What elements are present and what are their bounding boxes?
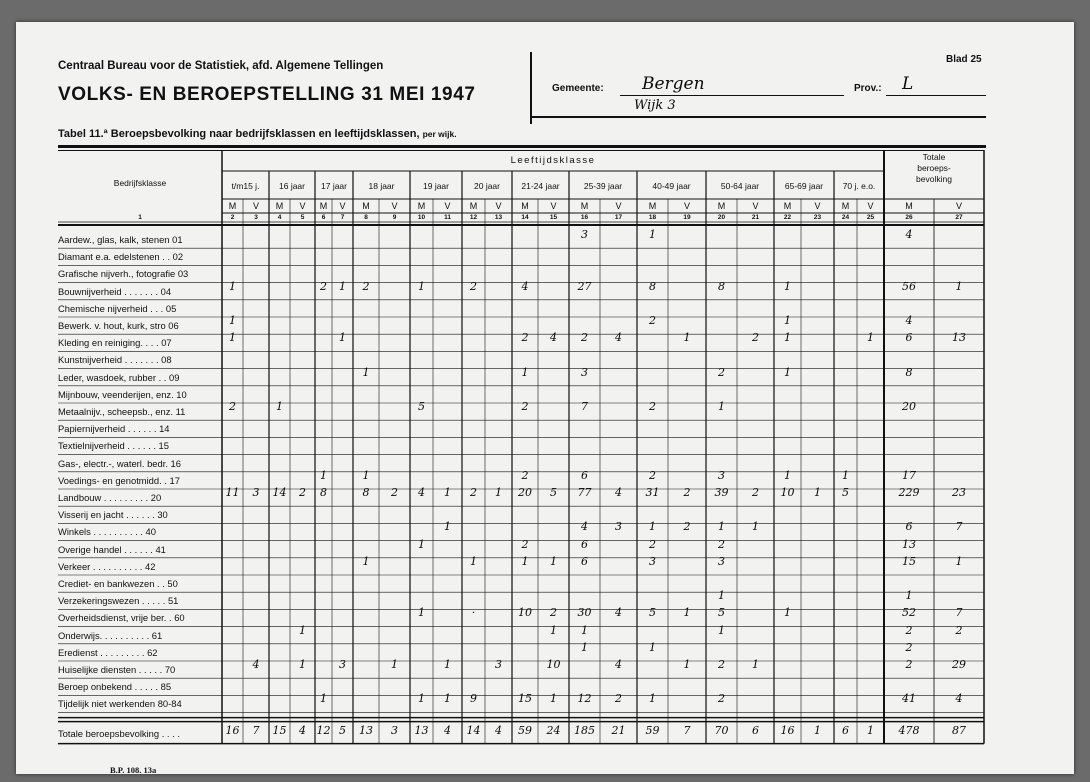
age-group-11: 65-69 jaar — [784, 181, 824, 191]
table-cell: 5 — [418, 400, 425, 413]
table-cell: 2 — [718, 692, 725, 706]
table-cell: 1 — [550, 623, 557, 637]
total-cell: 15 — [272, 723, 287, 737]
row-label: Bouwnijverheid . . . . . . . 04 — [58, 285, 172, 297]
table-cell: 17 — [902, 468, 916, 482]
table-cell: 3 — [615, 520, 622, 534]
table-cell: 1 — [320, 692, 327, 706]
table-cell: 30 — [577, 606, 592, 620]
table-cell: 2 — [752, 331, 759, 345]
table-cell: 2 — [649, 400, 656, 413]
total-cell: 70 — [714, 723, 729, 737]
row-label: Leder, wasdoek, rubber . . 09 — [58, 371, 180, 383]
table-cell: 2 — [320, 279, 327, 293]
age-group-header: Leeftijdsklasse — [510, 155, 596, 166]
table-cell: 1 — [581, 640, 588, 654]
table-caption: Tabel 11.ª Beroepsbevolking naar bedrijfsklassen en leeftijdsklassen, per wijk. — [58, 128, 457, 140]
row-label: Crediet- en bankwezen . . 50 — [58, 578, 178, 589]
table-cell: 1 — [229, 279, 236, 293]
table-cell: 13 — [952, 331, 966, 345]
table-cell: 5 — [550, 486, 557, 499]
table-cell: 7 — [955, 520, 963, 534]
table-cell: 1 — [299, 658, 306, 671]
age-group-5: 19 jaar — [423, 181, 449, 191]
table-cell: 4 — [955, 692, 963, 706]
column-number: 23 — [813, 214, 822, 221]
sheet-number: Blad 25 — [946, 54, 982, 65]
table-cell: 2 — [649, 468, 656, 482]
total-cell: 12 — [316, 723, 331, 737]
row-label: Textielnijverheid . . . . . . 15 — [58, 440, 169, 452]
column-number: 17 — [614, 214, 623, 221]
table-cell: 1 — [718, 400, 725, 413]
table-cell: 2 — [905, 640, 913, 654]
row-label: Visserij en jacht . . . . . . 30 — [58, 509, 168, 521]
column-number: 16 — [580, 214, 589, 221]
column-number: 10 — [417, 214, 426, 221]
table-cell: 4 — [615, 606, 622, 620]
table-cell: 1 — [784, 468, 791, 482]
table-cell: 2 — [229, 400, 236, 413]
total-cell: 16 — [225, 723, 240, 737]
table-cell: 1 — [718, 589, 725, 603]
table-cell: 2 — [362, 279, 370, 293]
total-cell: 24 — [546, 723, 561, 737]
table-cell: 11 — [225, 486, 240, 499]
column-number: 26 — [905, 214, 913, 221]
table-cell: 3 — [649, 554, 656, 568]
table-cell: 1 — [581, 623, 588, 637]
table-cell: 1 — [362, 554, 370, 568]
table-cell: 1 — [362, 365, 370, 379]
age-group-6: 20 jaar — [474, 181, 500, 191]
row-label: Tijdelijk niet werkenden 80-84 — [58, 698, 182, 710]
table-cell: 2 — [521, 400, 529, 413]
total-cell: 6 — [842, 723, 849, 737]
table-cell: 2 — [299, 486, 306, 499]
total-cell: 21 — [611, 723, 626, 737]
table-cell: 4 — [581, 520, 588, 534]
column-number: 24 — [841, 214, 850, 221]
table-cell: 2 — [649, 537, 656, 551]
table-cell: 1 — [784, 279, 791, 293]
table-cell: 1 — [649, 520, 656, 534]
table-cell: 7 — [955, 606, 963, 620]
table-cell: 2 — [521, 537, 529, 551]
age-group-8: 25-39 jaar — [583, 181, 623, 191]
table-cell: 3 — [581, 365, 588, 379]
table-cell: 1 — [683, 658, 691, 671]
row-label: Verkeer . . . . . . . . . . 42 — [58, 560, 156, 572]
table-cell: 10 — [780, 486, 795, 499]
total-row-label: Totale beroepsbevolking . . . . — [58, 727, 180, 739]
column-number: 11 — [444, 214, 451, 221]
total-cell: 1 — [867, 723, 874, 737]
column-number: 25 — [866, 214, 875, 221]
form-title: VOLKS- EN BEROEPSTELLING 31 MEI 1947 — [58, 84, 476, 105]
table-cell: 6 — [581, 554, 588, 568]
column-number: 15 — [549, 214, 558, 221]
row-label: Grafische nijverh., fotografie 03 — [58, 268, 189, 280]
row-label: Metaalnijv., scheepsb., enz. 11 — [58, 406, 186, 417]
row-label: Chemische nijverheid . . . 05 — [58, 302, 177, 314]
table-cell: 1 — [495, 486, 502, 499]
table-cell: 1 — [418, 692, 425, 706]
age-group-4: 18 jaar — [368, 181, 395, 191]
table-cell: 2 — [683, 520, 691, 534]
column-number: 3 — [254, 214, 258, 221]
sex-label: V — [339, 201, 346, 211]
sex-label: M — [521, 201, 529, 211]
wijk-value: Wijk 3 — [634, 98, 676, 113]
province-value: L — [902, 74, 914, 94]
caption-rule — [58, 145, 986, 148]
row-label: Gas-, electr.-, waterl. bedr. 16 — [58, 457, 181, 469]
table-cell: 3 — [252, 486, 260, 499]
total-cell: 14 — [466, 723, 481, 737]
column-number: 4 — [277, 214, 282, 221]
total-cell: 185 — [574, 723, 595, 737]
sex-label: V — [550, 201, 557, 211]
table-cell: 6 — [581, 468, 588, 482]
table-cell: 3 — [718, 554, 725, 568]
column-number: 20 — [717, 214, 726, 221]
total-header: Totale beroeps- bevolking — [916, 152, 952, 184]
table-cell: 8 — [649, 279, 656, 293]
table-cell: 4 — [615, 486, 622, 499]
age-group-1: t/m15 j. — [231, 181, 260, 191]
age-group-9: 40-49 jaar — [652, 181, 691, 191]
table-cell: 1 — [229, 314, 236, 327]
row-label: Voedings- en genotmidd. . 17 — [58, 474, 180, 486]
table-cell: 2 — [718, 365, 725, 379]
total-cell: 16 — [780, 723, 795, 737]
table-cell: 3 — [339, 658, 346, 671]
age-group-10: 50-64 jaar — [720, 181, 760, 191]
table-cell: 2 — [905, 623, 913, 637]
sex-label: M — [648, 201, 657, 211]
table-cell: 56 — [902, 279, 916, 293]
total-cell: 4 — [299, 723, 306, 737]
table-cell: 1 — [444, 658, 451, 671]
column-number: 6 — [321, 214, 326, 221]
table-cell: 2 — [470, 486, 477, 499]
table-cell: 1 — [649, 640, 656, 654]
table-cell: 6 — [581, 537, 588, 551]
table-cell: 1 — [391, 658, 398, 671]
table-cell: 2 — [521, 468, 529, 482]
table-cell: 1 — [470, 554, 477, 568]
table-cell: 1 — [683, 606, 691, 620]
sex-label: V — [867, 201, 874, 211]
total-cell: 7 — [252, 723, 260, 737]
table-cell: 77 — [577, 486, 592, 499]
table-cell: 1 — [814, 486, 821, 499]
data-table — [58, 150, 986, 746]
table-cell: 2 — [718, 537, 725, 551]
table-cell: 1 — [784, 331, 791, 345]
sex-label: V — [615, 201, 622, 211]
table-cell: 9 — [470, 692, 477, 706]
table-cell: 1 — [842, 468, 849, 482]
total-cell: 478 — [898, 723, 920, 737]
age-group-3: 17 jaar — [321, 181, 347, 191]
table-cell: 1 — [905, 589, 913, 603]
table-cell: 1 — [444, 486, 451, 499]
column-number: 13 — [494, 214, 503, 221]
row-label: Overige handel . . . . . . 41 — [58, 543, 166, 555]
table-cell: 1 — [752, 658, 759, 671]
table-cell: 6 — [905, 520, 913, 534]
row-label: Aardew., glas, kalk, stenen 01 — [58, 234, 183, 245]
table-cell: 8 — [718, 279, 725, 293]
table-cell: 3 — [718, 468, 725, 482]
table-cell: 7 — [581, 400, 588, 413]
row-label: Verzekeringswezen . . . . . 51 — [58, 595, 179, 607]
table-cell: 1 — [418, 537, 425, 551]
table-cell: 4 — [905, 314, 913, 327]
row-label: Kleding en reiniging. . . . 07 — [58, 337, 172, 349]
table-cell: 5 — [649, 606, 656, 620]
table-cell: 23 — [952, 486, 966, 499]
sex-label: M — [228, 201, 237, 211]
census-form-sheet — [16, 22, 1074, 774]
table-cell: 1 — [752, 520, 759, 534]
sex-label: M — [469, 201, 478, 211]
sex-label: M — [841, 201, 850, 211]
column-number: 14 — [521, 214, 529, 221]
row-label: Eredienst . . . . . . . . . 62 — [58, 646, 158, 658]
sex-label: V — [955, 201, 962, 211]
table-cell: 2 — [391, 486, 398, 499]
table-cell: 1 — [784, 606, 791, 620]
sex-label: V — [444, 201, 451, 211]
table-cell: 1 — [649, 692, 656, 706]
table-cell: 1 — [229, 331, 236, 345]
table-cell: 1 — [550, 692, 557, 706]
row-label: Winkels . . . . . . . . . . 40 — [58, 526, 156, 538]
table-cell: 2 — [752, 486, 759, 499]
sex-label: M — [905, 201, 913, 211]
table-cell: 2 — [581, 331, 588, 345]
table-cell: 20 — [518, 486, 532, 499]
table-cell: 8 — [320, 486, 327, 499]
table-cell: 1 — [444, 520, 451, 534]
table-cell: 29 — [952, 658, 966, 671]
row-label: Beroep onbekend . . . . . 85 — [58, 681, 172, 693]
table-cell: 1 — [718, 520, 725, 534]
total-cell: 59 — [645, 723, 660, 737]
column-number: 5 — [300, 214, 305, 221]
sex-label: V — [752, 201, 759, 211]
total-cell: 59 — [518, 723, 532, 737]
table-cell: 4 — [615, 331, 622, 345]
province-label: Prov.: — [854, 83, 882, 94]
table-cell: 1 — [444, 692, 451, 706]
total-cell: 13 — [359, 723, 373, 737]
table-cell: 39 — [714, 486, 729, 499]
table-cell: 2 — [718, 658, 725, 671]
table-cell: 14 — [272, 486, 287, 499]
age-group-7: 21-24 jaar — [521, 181, 560, 191]
row-label: Landbouw . . . . . . . . . 20 — [58, 492, 162, 503]
table-cell: 15 — [902, 554, 916, 568]
table-cell: 12 — [577, 692, 592, 706]
province-line — [886, 95, 986, 96]
total-cell: 4 — [444, 723, 451, 737]
gemeente-label: Gemeente: — [552, 83, 604, 94]
table-cell: 5 — [718, 606, 725, 620]
table-cell: 2 — [615, 692, 622, 706]
table-cell: 4 — [550, 331, 557, 345]
table-cell: 1 — [718, 623, 725, 637]
table-cell: 2 — [470, 279, 477, 293]
table-cell: 4 — [905, 228, 913, 241]
sex-label: V — [495, 201, 502, 211]
column-number: 27 — [955, 214, 963, 221]
table-cell: 41 — [902, 692, 916, 706]
table-cell: 2 — [683, 486, 691, 499]
sex-label: M — [783, 201, 792, 211]
table-cell: 4 — [252, 658, 260, 671]
table-cell: 1 — [339, 279, 346, 293]
column-number: 12 — [469, 214, 478, 221]
row-label: Papiernijverheid . . . . . . 14 — [58, 423, 170, 435]
total-cell: 4 — [495, 723, 502, 737]
row-header-label: Bedrijfsklasse — [113, 178, 167, 188]
table-cell: 3 — [495, 658, 502, 671]
table-cell: 229 — [898, 486, 920, 499]
total-cell: 1 — [814, 723, 821, 737]
table-cell: · — [471, 606, 476, 620]
table-cell: 1 — [362, 468, 370, 482]
table-cell: 1 — [521, 365, 529, 379]
table-cell: 15 — [518, 692, 532, 706]
table-cell: 3 — [581, 228, 588, 241]
row-label: Diamant e.a. edelstenen . . 02 — [58, 251, 184, 263]
table-cell: 6 — [905, 331, 913, 345]
sex-label: M — [580, 201, 589, 211]
table-cell: 2 — [521, 331, 529, 345]
table-cell: 8 — [905, 365, 913, 379]
total-cell: 3 — [391, 723, 398, 737]
table-cell: 31 — [645, 486, 660, 499]
table-cell: 5 — [842, 486, 849, 499]
column-number: 18 — [648, 214, 657, 221]
column-number: 8 — [364, 214, 368, 221]
total-cell: 87 — [952, 723, 966, 737]
table-cell: 2 — [649, 314, 656, 327]
total-cell: 5 — [339, 723, 346, 737]
table-cell: 1 — [784, 314, 791, 327]
table-cell: 27 — [577, 279, 592, 293]
table-cell: 4 — [418, 486, 425, 499]
table-cell: 1 — [276, 400, 283, 413]
sex-label: M — [275, 201, 284, 211]
row-label: Bewerk. v. hout, kurk, stro 06 — [58, 320, 179, 331]
age-group-2: 16 jaar — [279, 181, 305, 191]
column-number: 7 — [340, 214, 345, 221]
table-cell: 1 — [418, 279, 425, 293]
table-cell: 4 — [615, 658, 622, 671]
form-code: B.P. 108. 13a — [110, 765, 157, 775]
table-cell: 2 — [550, 606, 557, 620]
column-number: 1 — [138, 214, 142, 221]
sex-label: M — [417, 201, 426, 211]
sex-label: M — [319, 201, 328, 211]
header-rule — [530, 116, 986, 118]
table-cell: 1 — [867, 331, 874, 345]
sex-label: M — [717, 201, 726, 211]
organisation-name: Centraal Bureau voor de Statistiek, afd. Algemene Tellingen — [58, 60, 384, 72]
row-label: Overheidsdienst, vrije ber. . 60 — [58, 612, 185, 624]
table-cell: 1 — [550, 554, 557, 568]
table-cell: 13 — [902, 537, 916, 551]
sex-label: V — [252, 201, 259, 211]
table-cell: 1 — [649, 228, 656, 241]
row-label: Mijnbouw, veenderijen, enz. 10 — [58, 388, 187, 400]
total-cell: 6 — [752, 723, 759, 737]
table-cell: 10 — [546, 658, 561, 671]
sex-label: V — [391, 201, 398, 211]
gemeente-value: Bergen — [642, 74, 705, 94]
table-cell: 52 — [902, 606, 916, 620]
table-cell: 1 — [339, 331, 346, 345]
table-cell: 1 — [521, 554, 529, 568]
gemeente-line — [620, 95, 844, 96]
column-number: 2 — [230, 214, 235, 221]
total-cell: 13 — [414, 723, 429, 737]
row-label: Huiselijke diensten . . . . . 70 — [58, 664, 176, 675]
table-cell: 2 — [905, 658, 913, 671]
table-cell: 1 — [299, 623, 306, 637]
sex-label: V — [299, 201, 306, 211]
table-cell: 1 — [683, 331, 691, 345]
table-cell: 1 — [418, 606, 425, 620]
column-number: 21 — [751, 214, 760, 221]
table-cell: 10 — [518, 606, 532, 620]
sex-label: M — [362, 201, 370, 211]
table-cell: 4 — [521, 279, 529, 293]
table-cell: 1 — [955, 279, 963, 293]
table-cell: 1 — [784, 365, 791, 379]
total-cell: 7 — [683, 723, 691, 737]
row-label: Kunstnijverheid . . . . . . . 08 — [58, 354, 172, 366]
row-label: Onderwijs. . . . . . . . . . 61 — [58, 629, 163, 641]
sex-label: V — [683, 201, 690, 211]
table-cell: 1 — [320, 468, 327, 482]
age-group-12: 70 j. e.o. — [842, 181, 876, 191]
header-divider — [530, 52, 532, 124]
table-cell: 20 — [902, 400, 916, 413]
table-cell: 2 — [955, 623, 963, 637]
table-cell: 8 — [362, 486, 370, 499]
column-number: 19 — [683, 214, 691, 221]
column-number: 9 — [392, 214, 397, 221]
sex-label: V — [814, 201, 821, 211]
table-cell: 1 — [955, 554, 963, 568]
column-number: 22 — [783, 214, 792, 221]
